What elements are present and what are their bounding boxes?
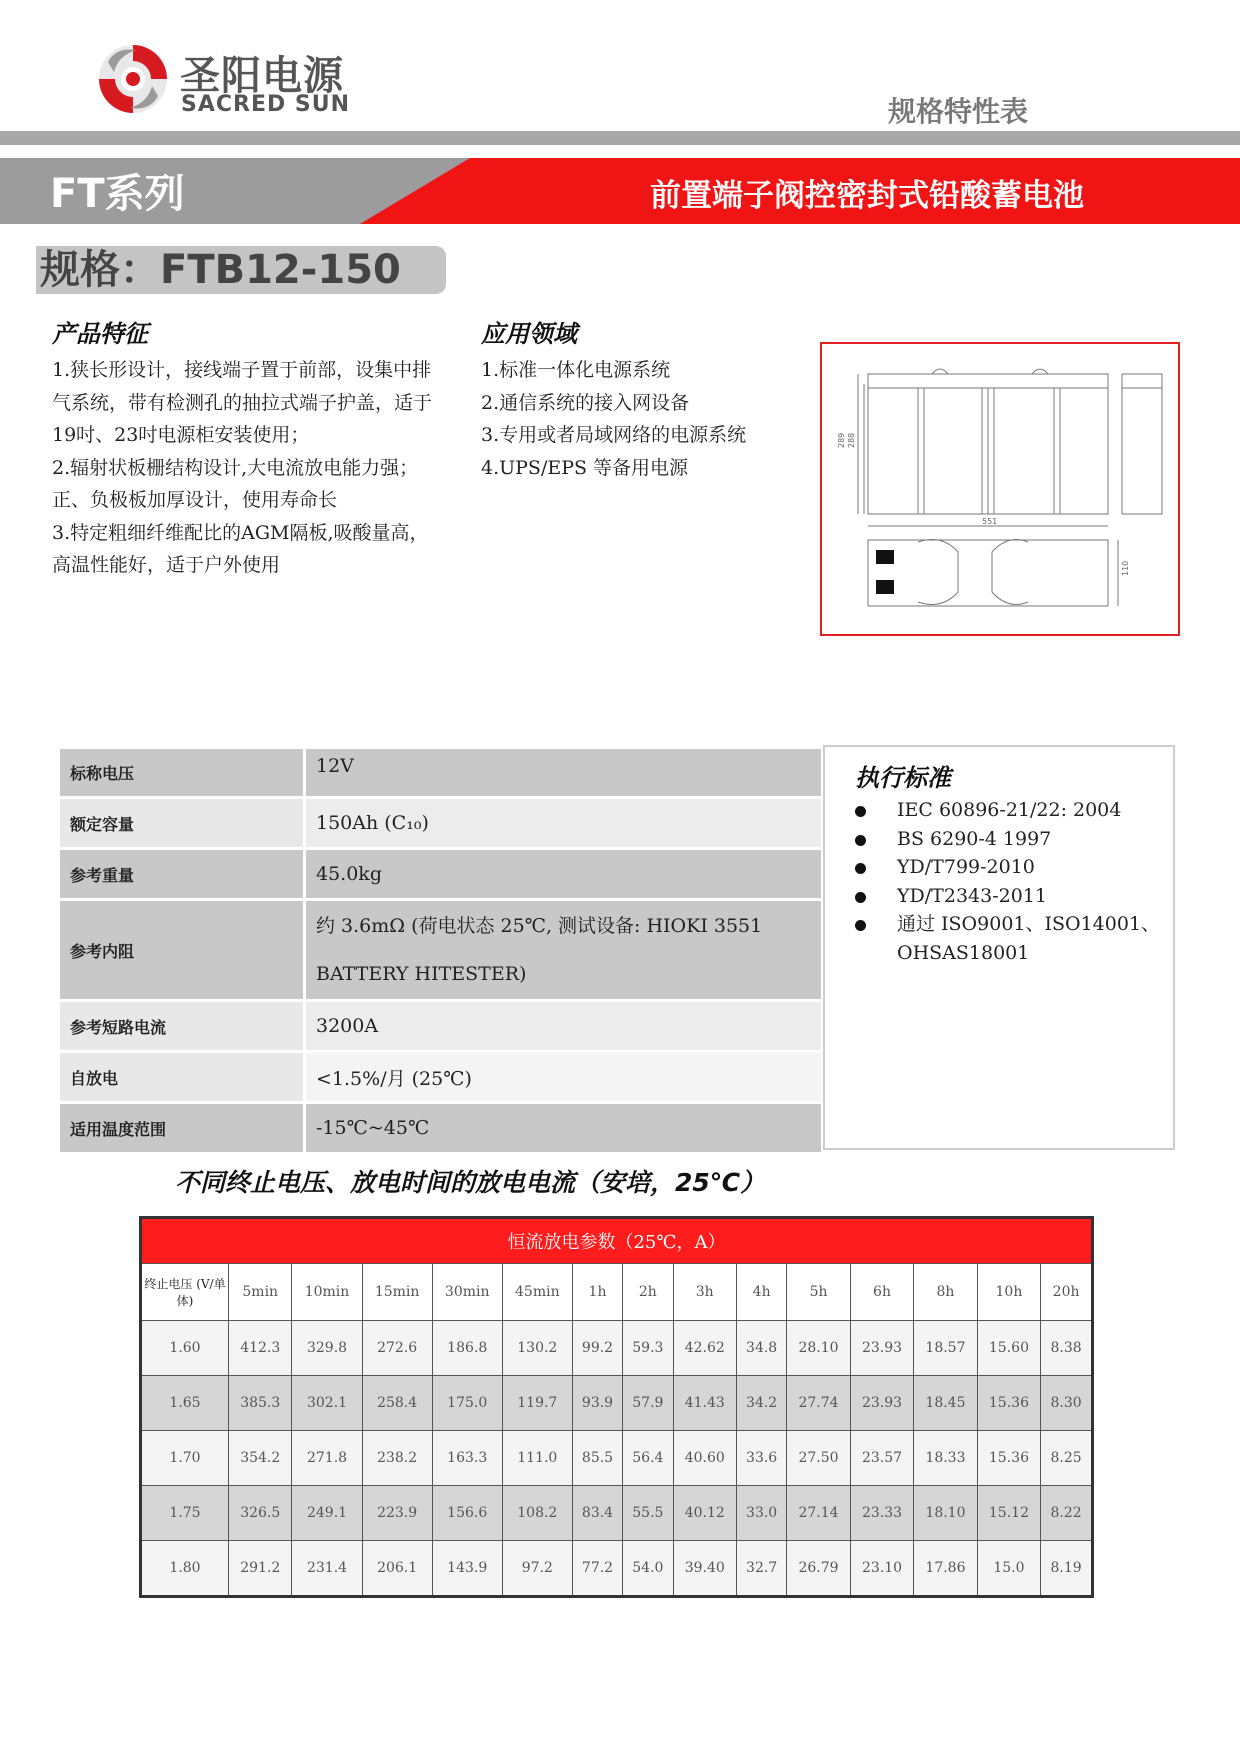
current-cell: 39.40 (673, 1541, 736, 1597)
current-cell: 15.36 (977, 1431, 1040, 1486)
dim-height-b: 288 (847, 432, 856, 448)
features-title: 产品特征 (52, 320, 148, 348)
current-cell: 186.8 (432, 1321, 502, 1376)
bullet-icon (855, 892, 866, 903)
current-cell: 23.57 (850, 1431, 913, 1486)
current-cell: 23.10 (850, 1541, 913, 1597)
current-cell: 272.6 (362, 1321, 432, 1376)
logo-icon (96, 42, 170, 116)
current-cell: 40.60 (673, 1431, 736, 1486)
current-cell: 54.0 (623, 1541, 673, 1597)
spec-label: 自放电 (59, 1052, 305, 1103)
discharge-time-header: 4h (736, 1264, 786, 1321)
current-cell: 291.2 (229, 1541, 292, 1597)
application-item: 4.UPS/EPS 等备用电源 (481, 456, 689, 479)
current-cell: 8.38 (1041, 1321, 1093, 1376)
spec-value: 150Ah (C₁₀) (305, 798, 823, 849)
voltage-cell: 1.65 (141, 1376, 229, 1431)
spec-table (57, 746, 824, 1155)
standard-item: 通过 ISO9001、ISO14001、OHSAS18001 (855, 910, 1165, 967)
standard-item: IEC 60896-21/22: 2004 (855, 796, 1165, 825)
battery-outline-drawing (822, 344, 1178, 634)
current-cell: 223.9 (362, 1486, 432, 1541)
current-cell: 8.30 (1041, 1376, 1093, 1431)
current-cell: 23.93 (850, 1321, 913, 1376)
discharge-row (141, 1321, 1093, 1376)
spec-label: 额定容量 (59, 798, 305, 849)
spec-value: 约 3.6mΩ (荷电状态 25℃, 测试设备: HIOKI 3551 BATTERY HITESTER) (305, 900, 823, 1001)
current-cell: 28.10 (787, 1321, 850, 1376)
current-cell: 18.57 (914, 1321, 977, 1376)
discharge-table (139, 1216, 1094, 1598)
bullet-icon (855, 835, 866, 846)
spec-label: 适用温度范围 (59, 1103, 305, 1154)
brand-name-cn: 圣阳电源 (180, 53, 344, 99)
discharge-time-header: 15min (362, 1264, 432, 1321)
discharge-header-row (141, 1264, 1093, 1321)
discharge-row (141, 1486, 1093, 1541)
current-cell: 385.3 (229, 1376, 292, 1431)
model-title: 规格：FTB12-150 (40, 247, 401, 293)
discharge-time-header: 45min (502, 1264, 572, 1321)
current-cell: 56.4 (623, 1431, 673, 1486)
spec-row (59, 849, 823, 900)
discharge-time-header: 1h (572, 1264, 622, 1321)
current-cell: 99.2 (572, 1321, 622, 1376)
current-cell: 130.2 (502, 1321, 572, 1376)
feature-item: 1.狭长形设计，接线端子置于前部，设集中排气系统，带有检测孔的抽拉式端子护盖，适于19吋、23吋电源柜安装使用； (52, 359, 433, 446)
current-cell: 27.74 (787, 1376, 850, 1431)
discharge-time-header: 10min (292, 1264, 362, 1321)
standard-item: YD/T799-2010 (855, 853, 1165, 882)
current-cell: 258.4 (362, 1376, 432, 1431)
current-cell: 119.7 (502, 1376, 572, 1431)
discharge-time-header: 20h (1041, 1264, 1093, 1321)
current-cell: 59.3 (623, 1321, 673, 1376)
spec-row (59, 1001, 823, 1052)
current-cell: 15.12 (977, 1486, 1040, 1541)
current-cell: 206.1 (362, 1541, 432, 1597)
current-cell: 302.1 (292, 1376, 362, 1431)
current-cell: 271.8 (292, 1431, 362, 1486)
document-type: 规格特性表 (888, 95, 1029, 128)
spec-value: 3200A (305, 1001, 823, 1052)
applications-title: 应用领域 (481, 320, 577, 348)
current-cell: 85.5 (572, 1431, 622, 1486)
current-cell: 18.33 (914, 1431, 977, 1486)
spec-value: 45.0kg (305, 849, 823, 900)
standard-item: YD/T2343-2011 (855, 882, 1165, 911)
current-cell: 23.33 (850, 1486, 913, 1541)
features-list (52, 354, 437, 582)
standard-item: BS 6290-4 1997 (855, 825, 1165, 854)
current-cell: 175.0 (432, 1376, 502, 1431)
current-cell: 17.86 (914, 1541, 977, 1597)
voltage-cell: 1.70 (141, 1431, 229, 1486)
voltage-cell: 1.80 (141, 1541, 229, 1597)
discharge-time-header: 5min (229, 1264, 292, 1321)
current-cell: 249.1 (292, 1486, 362, 1541)
current-cell: 108.2 (502, 1486, 572, 1541)
voltage-cell: 1.75 (141, 1486, 229, 1541)
current-cell: 26.79 (787, 1541, 850, 1597)
current-cell: 33.0 (736, 1486, 786, 1541)
feature-item: 3.特定粗细纤维配比的AGM隔板,吸酸量高，高温性能好，适于户外使用 (52, 521, 429, 576)
discharge-row (141, 1376, 1093, 1431)
current-cell: 15.0 (977, 1541, 1040, 1597)
discharge-table-title: 恒流放电参数（25℃，A） (141, 1218, 1093, 1264)
discharge-time-header: 8h (914, 1264, 977, 1321)
current-cell: 34.2 (736, 1376, 786, 1431)
discharge-row (141, 1431, 1093, 1486)
current-cell: 40.12 (673, 1486, 736, 1541)
discharge-time-header: 5h (787, 1264, 850, 1321)
series-title: FT系列 (50, 171, 185, 217)
bullet-icon (855, 920, 866, 931)
current-cell: 27.14 (787, 1486, 850, 1541)
spec-label: 参考短路电流 (59, 1001, 305, 1052)
spec-value: -15℃~45℃ (305, 1103, 823, 1154)
current-cell: 156.6 (432, 1486, 502, 1541)
current-cell: 93.9 (572, 1376, 622, 1431)
application-item: 3.专用或者局域网络的电源系统 (481, 424, 747, 446)
current-cell: 23.93 (850, 1376, 913, 1431)
discharge-time-header: 10h (977, 1264, 1040, 1321)
current-cell: 329.8 (292, 1321, 362, 1376)
spec-label: 标称电压 (59, 748, 305, 798)
current-cell: 32.7 (736, 1541, 786, 1597)
spec-row (59, 1052, 823, 1103)
dim-height-a: 289 (837, 432, 846, 448)
bullet-icon (855, 863, 866, 874)
standards-title: 执行标准 (855, 764, 951, 792)
current-cell: 8.25 (1041, 1431, 1093, 1486)
current-cell: 111.0 (502, 1431, 572, 1486)
voltage-cell: 1.60 (141, 1321, 229, 1376)
current-cell: 15.60 (977, 1321, 1040, 1376)
brand-name-en: SACRED SUN (181, 92, 351, 117)
current-cell: 57.9 (623, 1376, 673, 1431)
spec-label: 参考内阻 (59, 900, 305, 1001)
spec-label: 参考重量 (59, 849, 305, 900)
discharge-title: 不同终止电压、放电时间的放电电流（安培，25℃） (175, 1168, 766, 1197)
standards-list (855, 796, 1165, 967)
bullet-icon (855, 806, 866, 817)
spec-row (59, 798, 823, 849)
dimension-drawing (820, 342, 1180, 636)
spec-value: 12V (305, 748, 823, 798)
applications-list (481, 354, 801, 484)
current-cell: 412.3 (229, 1321, 292, 1376)
current-cell: 238.2 (362, 1431, 432, 1486)
current-cell: 55.5 (623, 1486, 673, 1541)
current-cell: 8.19 (1041, 1541, 1093, 1597)
current-cell: 33.6 (736, 1431, 786, 1486)
spec-row (59, 900, 823, 1001)
dim-length: 551 (982, 517, 998, 526)
discharge-time-header: 2h (623, 1264, 673, 1321)
discharge-row (141, 1541, 1093, 1597)
current-cell: 34.8 (736, 1321, 786, 1376)
current-cell: 326.5 (229, 1486, 292, 1541)
current-cell: 15.36 (977, 1376, 1040, 1431)
current-cell: 163.3 (432, 1431, 502, 1486)
current-cell: 97.2 (502, 1541, 572, 1597)
current-cell: 83.4 (572, 1486, 622, 1541)
current-cell: 42.62 (673, 1321, 736, 1376)
spec-value: <1.5%/月 (25℃) (305, 1052, 823, 1103)
current-cell: 354.2 (229, 1431, 292, 1486)
product-name: 前置端子阀控密封式铅酸蓄电池 (650, 178, 1084, 214)
current-cell: 77.2 (572, 1541, 622, 1597)
application-item: 2.通信系统的接入网设备 (481, 391, 690, 414)
discharge-time-header: 6h (850, 1264, 913, 1321)
header-divider (0, 131, 1240, 145)
feature-item: 2.辐射状板栅结构设计,大电流放电能力强；正、负极板加厚设计，使用寿命长 (52, 456, 419, 511)
current-cell: 8.22 (1041, 1486, 1093, 1541)
current-cell: 18.45 (914, 1376, 977, 1431)
corner-label: 终止电压 (V/单体) (141, 1264, 229, 1321)
spec-row (59, 748, 823, 798)
application-item: 1.标准一体化电源系统 (481, 359, 671, 381)
discharge-time-header: 30min (432, 1264, 502, 1321)
spec-row (59, 1103, 823, 1154)
current-cell: 143.9 (432, 1541, 502, 1597)
current-cell: 41.43 (673, 1376, 736, 1431)
current-cell: 231.4 (292, 1541, 362, 1597)
discharge-time-header: 3h (673, 1264, 736, 1321)
current-cell: 27.50 (787, 1431, 850, 1486)
dim-width: 110 (1121, 560, 1130, 576)
current-cell: 18.10 (914, 1486, 977, 1541)
